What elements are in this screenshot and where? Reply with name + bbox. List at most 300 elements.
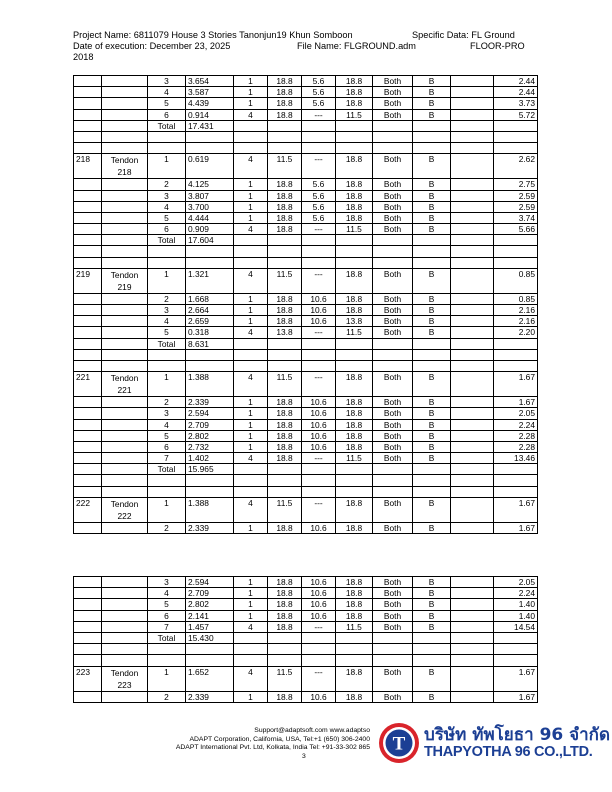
- cell-e: Both: [373, 621, 413, 632]
- cell-tendon: Tendon 223: [102, 666, 148, 691]
- cell-g: [451, 655, 494, 666]
- cell-tendon: [102, 246, 148, 257]
- cell-id: [74, 257, 102, 268]
- table-row: [74, 486, 538, 497]
- cell-h: 2.44: [494, 76, 538, 87]
- cell-tendon: [102, 212, 148, 223]
- cell-d: 18.8: [336, 610, 373, 621]
- cell-f: [413, 143, 451, 154]
- cell-d: 18.8: [336, 419, 373, 430]
- cell-f: [413, 246, 451, 257]
- cell-d: [336, 338, 373, 349]
- cell-a: 1: [234, 577, 268, 588]
- cell-seg: 3: [148, 305, 186, 316]
- cell-h: [494, 632, 538, 643]
- cell-g: [451, 143, 494, 154]
- cell-len: [186, 246, 234, 257]
- cell-len: 2.802: [186, 599, 234, 610]
- cell-d: 18.8: [336, 522, 373, 533]
- cell-c: [302, 349, 336, 360]
- cell-g: [451, 235, 494, 246]
- cell-c: 5.6: [302, 87, 336, 98]
- cell-e: [373, 655, 413, 666]
- cell-id: [74, 87, 102, 98]
- table-row: [74, 408, 538, 419]
- cell-a: [234, 464, 268, 475]
- cell-h: 2.28: [494, 430, 538, 441]
- cell-f: B: [413, 109, 451, 120]
- cell-len: 1.321: [186, 268, 234, 293]
- cell-b: 18.8: [268, 87, 302, 98]
- cell-len: 2.664: [186, 305, 234, 316]
- cell-c: 10.6: [302, 430, 336, 441]
- cell-f: [413, 486, 451, 497]
- cell-tendon: [102, 257, 148, 268]
- cell-e: [373, 120, 413, 131]
- cell-b: [268, 131, 302, 142]
- cell-g: [451, 666, 494, 691]
- cell-tendon: [102, 109, 148, 120]
- cell-a: 1: [234, 201, 268, 212]
- cell-b: 11.5: [268, 372, 302, 397]
- cell-b: 18.8: [268, 419, 302, 430]
- cell-e: Both: [373, 577, 413, 588]
- cell-f: B: [413, 87, 451, 98]
- table-row: [74, 316, 538, 327]
- cell-g: [451, 644, 494, 655]
- cell-h: 13.46: [494, 453, 538, 464]
- cell-a: 4: [234, 497, 268, 522]
- table-row: [74, 655, 538, 666]
- cell-g: [451, 131, 494, 142]
- cell-a: 4: [234, 372, 268, 397]
- cell-a: 1: [234, 691, 268, 702]
- cell-b: [268, 475, 302, 486]
- cell-len: 4.444: [186, 212, 234, 223]
- cell-id: [74, 98, 102, 109]
- cell-len: 17.431: [186, 120, 234, 131]
- cell-seg: Total: [148, 120, 186, 131]
- cell-c: [302, 486, 336, 497]
- cell-c: ---: [302, 154, 336, 179]
- cell-e: Both: [373, 691, 413, 702]
- cell-c: ---: [302, 372, 336, 397]
- cell-e: Both: [373, 441, 413, 452]
- cell-d: 11.5: [336, 621, 373, 632]
- table-row: [74, 190, 538, 201]
- cell-g: [451, 268, 494, 293]
- cell-c: [302, 632, 336, 643]
- table-row: [74, 120, 538, 131]
- cell-b: 18.8: [268, 588, 302, 599]
- cell-d: 18.8: [336, 372, 373, 397]
- cell-tendon: Tendon 219: [102, 268, 148, 293]
- cell-a: 4: [234, 327, 268, 338]
- cell-b: 18.8: [268, 453, 302, 464]
- cell-e: Both: [373, 430, 413, 441]
- cell-tendon: [102, 98, 148, 109]
- cell-tendon: [102, 201, 148, 212]
- cell-g: [451, 246, 494, 257]
- cell-a: 4: [234, 621, 268, 632]
- cell-g: [451, 599, 494, 610]
- cell-a: 4: [234, 109, 268, 120]
- cell-g: [451, 305, 494, 316]
- cell-b: 11.5: [268, 666, 302, 691]
- cell-h: 2.44: [494, 87, 538, 98]
- cell-seg: 3: [148, 76, 186, 87]
- cell-seg: [148, 655, 186, 666]
- cell-g: [451, 154, 494, 179]
- cell-f: B: [413, 154, 451, 179]
- cell-seg: 6: [148, 441, 186, 452]
- cell-a: 1: [234, 98, 268, 109]
- cell-c: 10.6: [302, 305, 336, 316]
- cell-tendon: [102, 486, 148, 497]
- cell-id: [74, 246, 102, 257]
- cell-e: Both: [373, 453, 413, 464]
- cell-c: 5.6: [302, 76, 336, 87]
- cell-c: 10.6: [302, 316, 336, 327]
- cell-seg: 7: [148, 621, 186, 632]
- cell-h: [494, 235, 538, 246]
- cell-h: 1.67: [494, 666, 538, 691]
- cell-f: B: [413, 397, 451, 408]
- table-row: [74, 212, 538, 223]
- cell-f: [413, 655, 451, 666]
- cell-f: B: [413, 212, 451, 223]
- cell-f: B: [413, 190, 451, 201]
- cell-f: B: [413, 522, 451, 533]
- cell-seg: 6: [148, 610, 186, 621]
- cell-seg: 4: [148, 419, 186, 430]
- cell-g: [451, 464, 494, 475]
- cell-c: 10.6: [302, 293, 336, 304]
- cell-c: 5.6: [302, 190, 336, 201]
- cell-d: 18.8: [336, 190, 373, 201]
- cell-len: 15.965: [186, 464, 234, 475]
- cell-e: Both: [373, 212, 413, 223]
- cell-tendon: [102, 577, 148, 588]
- cell-len: 0.909: [186, 224, 234, 235]
- cell-seg: 2: [148, 397, 186, 408]
- cell-e: [373, 486, 413, 497]
- cell-tendon: Tendon 222: [102, 497, 148, 522]
- cell-e: Both: [373, 316, 413, 327]
- cell-len: 4.439: [186, 98, 234, 109]
- cell-g: [451, 475, 494, 486]
- tendon-table-lower: [73, 576, 538, 703]
- cell-h: 3.74: [494, 212, 538, 223]
- cell-e: Both: [373, 268, 413, 293]
- cell-g: [451, 327, 494, 338]
- cell-len: 3.700: [186, 201, 234, 212]
- cell-g: [451, 190, 494, 201]
- cell-d: 18.8: [336, 577, 373, 588]
- cell-h: 2.16: [494, 305, 538, 316]
- cell-seg: Total: [148, 464, 186, 475]
- cell-c: 10.6: [302, 691, 336, 702]
- cell-len: 2.339: [186, 397, 234, 408]
- cell-e: [373, 143, 413, 154]
- cell-h: 2.24: [494, 588, 538, 599]
- cell-d: 18.8: [336, 497, 373, 522]
- cell-len: 2.732: [186, 441, 234, 452]
- cell-len: 4.125: [186, 179, 234, 190]
- cell-c: ---: [302, 453, 336, 464]
- cell-b: 18.8: [268, 610, 302, 621]
- cell-d: [336, 632, 373, 643]
- cell-id: [74, 599, 102, 610]
- cell-c: ---: [302, 621, 336, 632]
- cell-c: [302, 143, 336, 154]
- cell-e: Both: [373, 293, 413, 304]
- cell-e: [373, 235, 413, 246]
- cell-a: [234, 120, 268, 131]
- cell-len: 3.587: [186, 87, 234, 98]
- cell-id: [74, 131, 102, 142]
- cell-e: [373, 475, 413, 486]
- cell-a: 4: [234, 268, 268, 293]
- cell-h: [494, 143, 538, 154]
- cell-len: 2.802: [186, 430, 234, 441]
- table-row: [74, 475, 538, 486]
- cell-id: [74, 224, 102, 235]
- cell-c: 10.6: [302, 522, 336, 533]
- cell-seg: 5: [148, 430, 186, 441]
- cell-len: [186, 644, 234, 655]
- cell-seg: [148, 257, 186, 268]
- cell-a: [234, 360, 268, 371]
- cell-len: 2.659: [186, 316, 234, 327]
- cell-b: 18.8: [268, 397, 302, 408]
- cell-h: 2.20: [494, 327, 538, 338]
- cell-len: 1.402: [186, 453, 234, 464]
- cell-tendon: [102, 632, 148, 643]
- cell-a: 1: [234, 610, 268, 621]
- cell-d: 11.5: [336, 109, 373, 120]
- cell-f: B: [413, 224, 451, 235]
- cell-g: [451, 372, 494, 397]
- cell-e: Both: [373, 372, 413, 397]
- cell-len: 2.594: [186, 408, 234, 419]
- cell-b: 18.8: [268, 522, 302, 533]
- cell-c: [302, 246, 336, 257]
- cell-b: 18.8: [268, 316, 302, 327]
- cell-seg: 3: [148, 408, 186, 419]
- cell-len: 2.339: [186, 691, 234, 702]
- cell-tendon: [102, 655, 148, 666]
- cell-len: [186, 143, 234, 154]
- cell-h: [494, 131, 538, 142]
- table-row: [74, 610, 538, 621]
- table-row: [74, 76, 538, 87]
- cell-g: [451, 338, 494, 349]
- cell-id: [74, 522, 102, 533]
- cell-d: [336, 360, 373, 371]
- cell-tendon: [102, 408, 148, 419]
- table-row: [74, 666, 538, 691]
- cell-tendon: [102, 293, 148, 304]
- cell-g: [451, 76, 494, 87]
- cell-d: [336, 486, 373, 497]
- cell-seg: Total: [148, 338, 186, 349]
- cell-c: [302, 257, 336, 268]
- cell-tendon: [102, 441, 148, 452]
- cell-id: [74, 120, 102, 131]
- cell-b: 18.8: [268, 430, 302, 441]
- table-row: [74, 419, 538, 430]
- cell-len: 2.141: [186, 610, 234, 621]
- cell-id: [74, 453, 102, 464]
- cell-id: [74, 621, 102, 632]
- cell-e: Both: [373, 109, 413, 120]
- cell-e: Both: [373, 76, 413, 87]
- cell-c: [302, 120, 336, 131]
- cell-tendon: [102, 453, 148, 464]
- cell-a: [234, 338, 268, 349]
- logo-letter: T: [392, 733, 406, 755]
- cell-b: [268, 143, 302, 154]
- cell-f: B: [413, 419, 451, 430]
- table-row: [74, 87, 538, 98]
- cell-id: [74, 430, 102, 441]
- cell-e: Both: [373, 201, 413, 212]
- cell-seg: 6: [148, 109, 186, 120]
- cell-g: [451, 397, 494, 408]
- cell-f: [413, 338, 451, 349]
- cell-tendon: [102, 87, 148, 98]
- cell-g: [451, 349, 494, 360]
- cell-tendon: [102, 235, 148, 246]
- cell-seg: 6: [148, 224, 186, 235]
- cell-seg: 3: [148, 577, 186, 588]
- cell-e: Both: [373, 610, 413, 621]
- cell-e: Both: [373, 599, 413, 610]
- cell-seg: 3: [148, 190, 186, 201]
- cell-seg: 4: [148, 201, 186, 212]
- cell-c: ---: [302, 268, 336, 293]
- specific-data: Specific Data: FL Ground: [412, 30, 515, 40]
- cell-seg: 4: [148, 588, 186, 599]
- cell-e: Both: [373, 154, 413, 179]
- cell-a: 1: [234, 179, 268, 190]
- cell-f: B: [413, 372, 451, 397]
- company-name-english: THAPYOTHA 96 CO.,LTD.: [424, 744, 593, 760]
- tendon-table-lower-body: [74, 577, 538, 703]
- cell-g: [451, 120, 494, 131]
- cell-h: 2.24: [494, 419, 538, 430]
- cell-d: 11.5: [336, 453, 373, 464]
- table-row: [74, 143, 538, 154]
- cell-id: [74, 691, 102, 702]
- cell-b: [268, 338, 302, 349]
- cell-h: [494, 655, 538, 666]
- cell-seg: Total: [148, 235, 186, 246]
- cell-d: [336, 655, 373, 666]
- cell-h: 1.67: [494, 372, 538, 397]
- cell-g: [451, 610, 494, 621]
- cell-e: Both: [373, 98, 413, 109]
- cell-tendon: [102, 131, 148, 142]
- cell-id: [74, 577, 102, 588]
- cell-d: [336, 246, 373, 257]
- cell-c: [302, 338, 336, 349]
- cell-len: 3.807: [186, 190, 234, 201]
- table-row: [74, 453, 538, 464]
- cell-f: B: [413, 430, 451, 441]
- cell-seg: 4: [148, 87, 186, 98]
- cell-id: 219: [74, 268, 102, 293]
- cell-f: [413, 644, 451, 655]
- cell-f: B: [413, 588, 451, 599]
- cell-d: 13.8: [336, 316, 373, 327]
- cell-id: [74, 109, 102, 120]
- table-row: [74, 372, 538, 397]
- cell-e: Both: [373, 190, 413, 201]
- cell-seg: [148, 475, 186, 486]
- cell-g: [451, 316, 494, 327]
- cell-h: [494, 257, 538, 268]
- cell-g: [451, 453, 494, 464]
- cell-b: [268, 360, 302, 371]
- cell-id: [74, 201, 102, 212]
- cell-id: [74, 644, 102, 655]
- cell-d: 18.8: [336, 76, 373, 87]
- cell-e: Both: [373, 588, 413, 599]
- cell-a: 1: [234, 316, 268, 327]
- cell-id: [74, 190, 102, 201]
- cell-h: 2.59: [494, 201, 538, 212]
- cell-b: [268, 644, 302, 655]
- cell-a: [234, 655, 268, 666]
- cell-id: [74, 475, 102, 486]
- cell-id: [74, 464, 102, 475]
- cell-h: 0.85: [494, 268, 538, 293]
- company-logo-icon: [378, 722, 420, 764]
- cell-g: [451, 419, 494, 430]
- cell-a: 1: [234, 599, 268, 610]
- table-row: [74, 338, 538, 349]
- cell-tendon: [102, 349, 148, 360]
- cell-seg: [148, 644, 186, 655]
- table-row: [74, 691, 538, 702]
- cell-f: B: [413, 497, 451, 522]
- cell-h: [494, 246, 538, 257]
- cell-d: 18.8: [336, 87, 373, 98]
- cell-f: [413, 475, 451, 486]
- cell-a: 1: [234, 441, 268, 452]
- table-row: [74, 621, 538, 632]
- cell-h: 5.66: [494, 224, 538, 235]
- cell-id: [74, 397, 102, 408]
- cell-e: [373, 644, 413, 655]
- cell-f: B: [413, 76, 451, 87]
- cell-len: 1.388: [186, 372, 234, 397]
- cell-b: 18.8: [268, 98, 302, 109]
- cell-seg: [148, 143, 186, 154]
- cell-len: [186, 475, 234, 486]
- cell-f: [413, 131, 451, 142]
- cell-b: 18.8: [268, 76, 302, 87]
- cell-d: [336, 644, 373, 655]
- cell-tendon: [102, 644, 148, 655]
- cell-g: [451, 257, 494, 268]
- cell-f: B: [413, 98, 451, 109]
- cell-f: [413, 360, 451, 371]
- cell-h: 14.54: [494, 621, 538, 632]
- cell-seg: 2: [148, 293, 186, 304]
